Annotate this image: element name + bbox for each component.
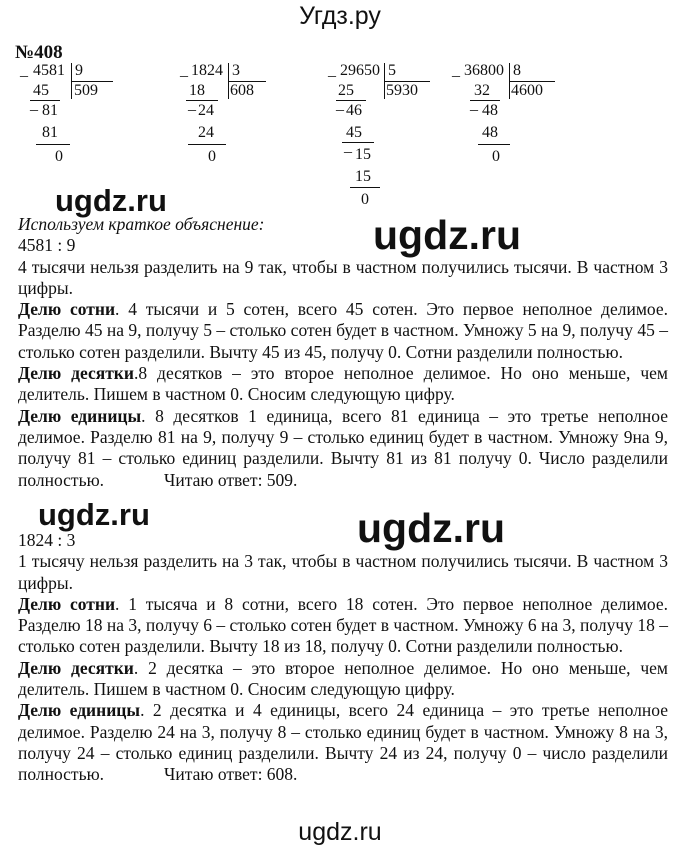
tens-paragraph: Делю десятки.8 десятков – это второе неполное делимое. Но оно меньше, чем делитель. Пишем в частном 0. Сносим следующую цифру. [18, 363, 668, 405]
divisor: 8 [513, 62, 521, 79]
explanation-lead: Используем краткое объяснение: [18, 214, 265, 234]
step: 0 [55, 148, 63, 165]
dividend: 1824 [191, 62, 223, 79]
step: 18 [189, 82, 205, 99]
step: 46 [346, 102, 362, 119]
expression: 4581 : 9 [18, 235, 76, 256]
step: 15 [355, 168, 371, 185]
step: 81 [42, 102, 58, 119]
step-title: Делю сотни [18, 593, 116, 614]
division-column-1: _ 4581 9 509 45 _ 81 81 0 [20, 62, 130, 172]
step: 0 [492, 148, 500, 165]
division-column-2: _ 1824 3 608 18 _ 24 24 0 [180, 62, 290, 172]
step: 45 [346, 124, 362, 141]
watermark: ugdz.ru [38, 497, 150, 532]
step: 81 [42, 124, 58, 141]
quotient: 5930 [386, 82, 418, 99]
dividend: 4581 [33, 62, 65, 79]
intro-paragraph: 4 тысячи нельзя разделить на 9 так, чтобы в частном получились тысячи. В частном 3 цифры. [18, 256, 668, 298]
watermark: ugdz.ru [357, 505, 506, 551]
hundreds-paragraph: Делю сотни. 4 тысячи и 5 сотен, всего 45 сотен. Это первое неполное делимое. Разделю 45 на 9, получу 5 – столько сотен будет в частном. Умножу 5 на 9, получу 45 – столько сотен разделили. Вычту 45 из 45, получу 0. Сотни разделили полностью. [18, 299, 669, 362]
expression: 1824 : 3 [18, 530, 76, 550]
tens-paragraph: Делю десятки. 2 десятка – это второе неполное делимое. Но оно меньше, чем делитель. Пишем в частном 0. Сносим следующую цифру. [18, 657, 668, 700]
step-title: Делю сотни [18, 299, 116, 320]
step-title: Делю единицы [18, 700, 141, 721]
step: 0 [208, 148, 216, 165]
step: 25 [338, 82, 354, 99]
step-title: Делю десятки [18, 657, 134, 678]
step: 48 [482, 102, 498, 119]
quotient: 608 [230, 82, 254, 99]
intro-paragraph: 1 тысячу нельзя разделить на 3 так, чтобы в частном получились тысячи. В частном 3 цифры. [18, 551, 668, 593]
divisor: 3 [232, 62, 240, 79]
step-title: Делю десятки [18, 363, 134, 384]
dividend: 29650 [340, 62, 380, 79]
division-column-3: _ 29650 5 5930 25 _ 46 45 _ 15 15 0 [328, 62, 438, 212]
hundreds-paragraph: Делю сотни. 1 тысяча и 8 сотни, всего 18 сотен. Это первое неполное делимое. Разделю 18 на 3, получу 6 – столько сотен будет в частном. Умножу 6 на 3, получу 18 – столько сотен разделили. Вычту 18 из 18, получу 0. Сотни разделили полностью. [18, 593, 669, 657]
step: 48 [482, 124, 498, 141]
answer: Читаю ответ: 509. [164, 469, 298, 490]
quotient: 4600 [511, 82, 543, 99]
step-title: Делю единицы [18, 405, 142, 426]
problem-number: №408 [15, 42, 63, 63]
divisor: 9 [75, 62, 83, 79]
watermark: ugdz.ru [55, 183, 167, 218]
quotient: 509 [74, 82, 98, 99]
step: 32 [474, 82, 490, 99]
units-paragraph: Делю единицы. 8 десятков 1 единица, всего 81 единица – это третье неполное делимое. Разделю 81 на 9, получу 9 – столько единиц будет в частном. Умножу 9на 9, получу 81 – столько единиц разделили. Вычту 81 из 81 получу 0. Число разделили полностью. Читаю ответ: 509. [18, 405, 668, 490]
dividend: 36800 [464, 62, 504, 79]
answer: Читаю ответ: 608. [164, 764, 298, 785]
step: 24 [198, 124, 214, 141]
units-paragraph: Делю единицы. 2 десятка и 4 единицы, всего 24 единица – это третье неполное делимое. Разделю 24 на 3, получу 8 – столько единиц будет в частном. Умножу 8 на 3, получу 24 – столько единиц разделили. Вычту 24 из 24, получу 0 – число разделили полностью. Читаю ответ: 608. [18, 700, 668, 785]
site-footer-watermark: ugdz.ru [298, 818, 382, 846]
divisor: 5 [388, 62, 396, 79]
step: 45 [33, 82, 49, 99]
explanation-block-1 [18, 214, 668, 491]
step: 24 [198, 102, 214, 119]
step: 0 [361, 191, 369, 208]
step: 15 [355, 146, 371, 163]
site-header-watermark: Угдз.ру [299, 2, 381, 30]
division-column-4: _ 36800 8 4600 32 _ 48 48 0 [452, 62, 572, 172]
explanation-block-2 [18, 530, 668, 786]
watermark: ugdz.ru [373, 212, 522, 258]
